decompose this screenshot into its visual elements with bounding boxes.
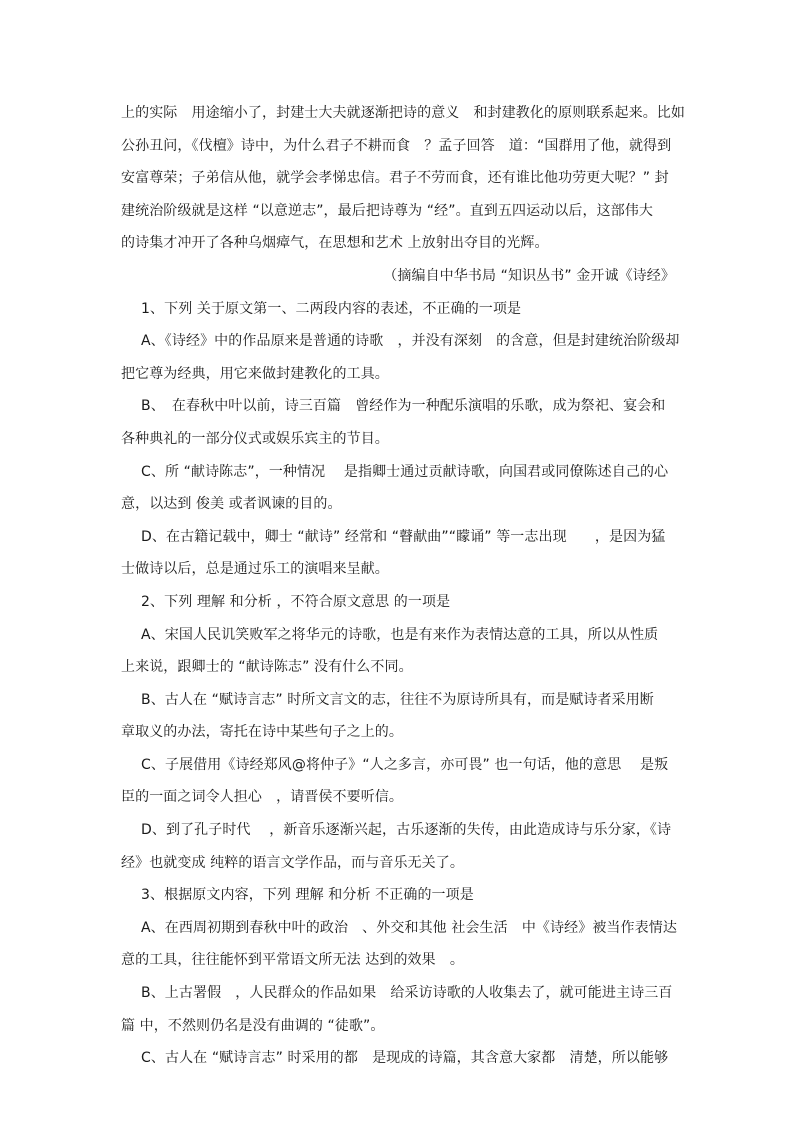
question-2-option-c-cont: 臣的一面之词令人担心 ，请晋侯不要听信。 xyxy=(121,789,403,806)
paragraph-line: 上的实际 用途缩小了，封建士大夫就逐渐把诗的意义 和封建教化的原则联系起来。比如 xyxy=(121,105,685,121)
paragraph-line: 的诗集才冲开了各种乌烟瘴气，在思想和艺术 上放射出夺目的光辉。 xyxy=(121,235,549,252)
paragraph-line: 安富尊荣；子弟信从他，就学会孝悌忠信。君子不劳而食，还有谁比他功劳更大呢？” 封 xyxy=(121,170,669,187)
question-1-stem: 1、下列 关于原文第一、二两段内容的表述，不正确的一项是 xyxy=(141,300,522,317)
document-body xyxy=(121,97,685,1075)
question-2-option-c: C、子展借用《诗经郑风@将仲子》“人之多言，亦可畏” 也一句话，他的意思 是叛 xyxy=(141,756,669,773)
question-2-option-d-cont: 经》也就变成 纯粹的语言文学作品，而与音乐无关了。 xyxy=(121,854,464,871)
question-2-stem: 2、下列 理解 和分析 ，不符合原文意思 的一项是 xyxy=(141,593,451,610)
question-1-option-d-cont: 士做诗以后，总是通过乐工的演唱来呈献。 xyxy=(121,561,389,578)
question-3-stem: 3、根据原文内容，下列 理解 和分析 不正确的一项是 xyxy=(141,887,474,904)
question-1-option-b-cont: 各种典礼的一部分仪式或娱乐宾主的节目。 xyxy=(121,430,389,447)
question-1-option-a-cont: 把它尊为经典，用它来做封建教化的工具。 xyxy=(121,365,389,382)
question-1-option-c: C、所 “献诗陈志”，一种情况 是指卿士通过贡献诗歌，向国君或同僚陈述自己的心 xyxy=(141,463,669,480)
paragraph-line: 建统治阶级就是这样 “以意逆志”，最后把诗尊为 “经”。直到五四运动以后，这部伟大 xyxy=(121,202,654,219)
question-2-option-a-cont: 上来说，跟卿士的 “献诗陈志” 没有什么不同。 xyxy=(121,659,413,676)
question-1-option-b: B、 在春秋中叶以前，诗三百篇 曾经作为一种配乐演唱的乐歌，成为祭祀、宴会和 xyxy=(141,398,666,415)
question-3-option-b: B、上古署假 ，人民群众的作品如果 给采访诗歌的人收集去了，就可能进主诗三百 xyxy=(141,985,673,1002)
question-3-option-b-cont: 篇 中，不然则仍名是没有曲调的 “徒歌”。 xyxy=(121,1017,385,1034)
question-1-option-d: D、在古籍记载中，卿士 “献诗” 经常和 “瞽献曲”“矇诵” 等一志出现 ，是因为猛 xyxy=(141,528,666,545)
question-3-option-c: C、古人在 “赋诗言志” 时采用的都 是现成的诗篇，其含意大家都 清楚，所以能够 xyxy=(141,1050,669,1067)
question-3-option-a-cont: 意的工具，往往能怀到平常语文所无法 达到的效果 。 xyxy=(121,952,464,969)
question-1-option-c-cont: 意，以达到 俊美 或者讽谏的目的。 xyxy=(121,496,342,513)
question-2-option-b-cont: 章取义的办法，寄托在诗中某些句子之上的。 xyxy=(121,724,403,741)
question-2-option-d: D、到了孔子时代 ，新音乐逐渐兴起，古乐逐渐的失传，由此造成诗与乐分家，《诗 xyxy=(141,822,672,839)
question-1-option-a: A、《诗经》中的作品原来是普通的诗歌 ，并没有深刻 的含意，但是封建统治阶级却 xyxy=(141,333,680,350)
question-2-option-a: A、宋国人民讥笑败军之将华元的诗歌，也是有来作为表情达意的工具，所以从性质 xyxy=(141,626,659,643)
paragraph-line: 公孙丑问，《伐檀》诗中，为什么君子不耕而食 ？孟子回答 道：“国群用了他，就得到 xyxy=(121,137,672,154)
source-citation: （摘编自中华书局 “知识丛书” 金开诚《诗经》 xyxy=(383,267,675,284)
question-2-option-b: B、古人在 “赋诗言志” 时所文言文的志，往往不为原诗所具有，而是赋诗者采用断 xyxy=(141,691,654,708)
question-3-option-a: A、在西周初期到春秋中叶的政治 、外交和其他 社会生活 中《诗经》被当作表情达 xyxy=(141,919,677,936)
